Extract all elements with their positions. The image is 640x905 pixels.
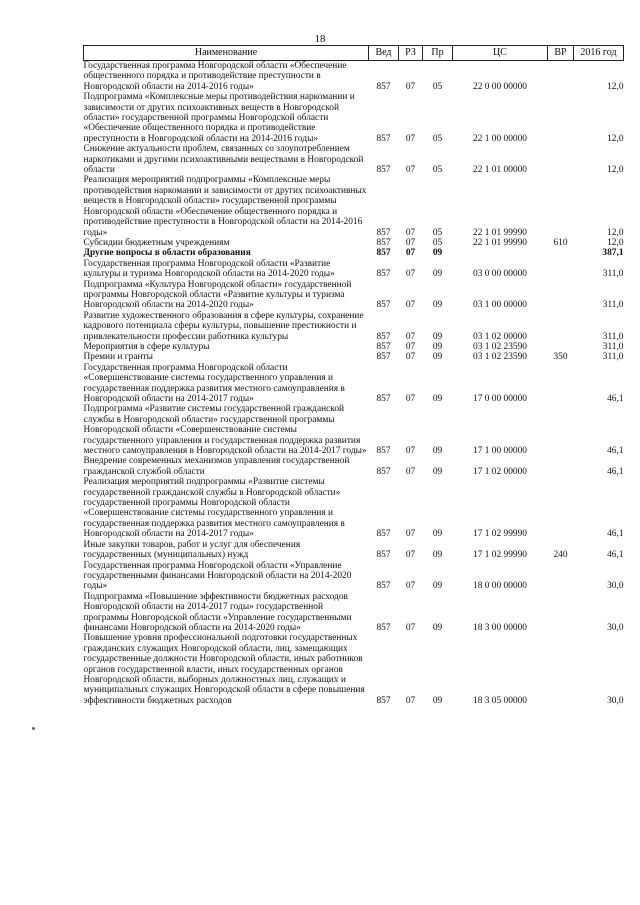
cell-vr bbox=[548, 144, 574, 175]
cell-cs: 17 1 02 00000 bbox=[473, 466, 527, 477]
table-row bbox=[84, 477, 624, 539]
cell-rz: 07 bbox=[405, 269, 416, 280]
cell-pr: 09 bbox=[432, 352, 443, 363]
cell-ved: 857 bbox=[376, 550, 391, 561]
cell-cs: 22 1 01 99990 bbox=[473, 227, 527, 238]
cell-rz: 07 bbox=[405, 227, 416, 238]
cell-cs: 17 0 00 00000 bbox=[473, 394, 527, 404]
cell-rz: 07 bbox=[405, 446, 416, 457]
cell-amount: 311,0 bbox=[602, 269, 624, 280]
cell-vr bbox=[548, 61, 574, 93]
cell-pr: 09 bbox=[432, 248, 443, 259]
cell-vr bbox=[548, 280, 574, 311]
cell-ved: 857 bbox=[376, 237, 391, 248]
cell-vr bbox=[548, 175, 574, 237]
table-row bbox=[84, 363, 624, 405]
table-row bbox=[84, 238, 624, 248]
cell-cs: 17 1 02 99990 bbox=[473, 529, 527, 540]
cell-name: Повышение уровня профессиональной подготовки государственных гражданских служащих Новгородской области, лиц, замещающих государственные должности Новгородской области, иных работников органов государственной власти, иных государственных органов Новгородской области, выборных должностных лиц, служащих и муниципальных служащих Новгородской области в сфере повышения эффективности бюджетных расходов bbox=[83, 633, 365, 706]
cell-pr: 05 bbox=[432, 165, 443, 176]
cell-cs: 17 1 00 00000 bbox=[473, 446, 527, 457]
cell-name: Государственная программа Новгородской области «Совершенствование системы государственного управления и государственная поддержка развития местного самоуправления в Новгородской области на 2014-2017 годы» bbox=[83, 362, 345, 404]
cell-amount: 311,0 bbox=[602, 300, 624, 311]
cell-name: Подпрограмма «Культура Новгородской области» государственной программы Новгородской области «Развитие культуры и туризма Новгородской области на 2014-2020 годы» bbox=[83, 279, 352, 311]
cell-rz: 07 bbox=[405, 394, 416, 404]
cell-name: Иные закупки товаров, работ и услуг для обеспечения государственных (муниципальных) нужд bbox=[83, 539, 301, 561]
table-row bbox=[84, 92, 624, 144]
cell-name: Реализация мероприятий подпрограммы «Развитие системы государственной гражданской службы в Новгородской области» государственной программы Новгородской области «Совершенствование системы государственного управления и государственная поддержка развития местного самоуправления в Новгородской области на 2014-2017 годы» bbox=[83, 477, 345, 540]
cell-rz: 07 bbox=[405, 550, 416, 561]
cell-pr: 09 bbox=[432, 394, 443, 404]
cell-cs: 22 1 01 00000 bbox=[473, 165, 527, 176]
table-row bbox=[84, 311, 624, 342]
cell-cs: 22 1 00 00000 bbox=[473, 133, 527, 144]
cell-pr: 09 bbox=[432, 695, 443, 706]
cell-cs: 03 1 00 00000 bbox=[473, 300, 527, 311]
cell-cs: 18 0 00 00000 bbox=[473, 581, 527, 592]
cell-name: Подпрограмма «Комплексные меры противодействия наркомании и зависимости от других психоактивных веществ в Новгородской области» государственной программы Новгородской области «Обеспечение общественного порядка и противодействие преступности в Новгородской области на 2014-2016 годы» bbox=[83, 92, 355, 144]
cell-cs: 03 1 02 23590 bbox=[473, 352, 527, 363]
cell-cs: 22 0 00 00000 bbox=[473, 81, 527, 92]
cell-rz: 07 bbox=[405, 165, 416, 176]
cell-rz: 07 bbox=[405, 341, 416, 352]
cell-vr bbox=[548, 477, 574, 539]
cell-amount: 12,0 bbox=[607, 165, 624, 176]
cell-pr: 09 bbox=[432, 466, 443, 477]
table-row bbox=[84, 280, 624, 311]
cell-name: Реализация мероприятий подпрограммы «Комплексные меры противодействия наркомании и зависимости от других психоактивных веществ в Новгородской области» государственной программы Новгородской области «Обеспечение общественного порядка и противодействие преступности в Новгородской области на 2014-2016 годы» bbox=[83, 175, 367, 238]
table-row bbox=[84, 61, 624, 93]
cell-amount: 46,1 bbox=[607, 466, 624, 477]
cell-vr bbox=[548, 259, 574, 280]
cell-pr: 09 bbox=[432, 581, 443, 592]
cell-ved: 857 bbox=[376, 529, 391, 540]
table-row bbox=[84, 342, 624, 352]
cell-rz: 07 bbox=[405, 529, 416, 540]
cell-cs: 22 1 01 99990 bbox=[473, 237, 527, 248]
table-row bbox=[84, 404, 624, 456]
cell-cs: 03 1 02 23590 bbox=[473, 341, 527, 352]
table-header-row bbox=[84, 46, 624, 61]
cell-name: Премии и гранты bbox=[83, 352, 153, 363]
page-number: 18 bbox=[314, 33, 326, 45]
cell-name: Мероприятия в сфере культуры bbox=[83, 341, 210, 352]
cell-rz: 07 bbox=[405, 237, 416, 248]
header-rz: РЗ bbox=[399, 46, 423, 61]
header-pr: Пр bbox=[423, 46, 453, 61]
cell-ved: 857 bbox=[376, 331, 391, 342]
cell-amount: 12,0 bbox=[607, 237, 624, 248]
cell-ved: 857 bbox=[376, 352, 391, 363]
cell-vr bbox=[548, 248, 574, 258]
table-row bbox=[84, 248, 624, 258]
cell-amount: 30,0 bbox=[607, 622, 624, 633]
cell-ved: 857 bbox=[376, 248, 391, 259]
cell-vr bbox=[548, 633, 574, 706]
cell-cs: 03 0 00 00000 bbox=[473, 269, 527, 280]
table-row bbox=[84, 540, 624, 561]
cell-ved: 857 bbox=[376, 466, 391, 477]
cell-rz: 07 bbox=[405, 248, 416, 259]
header-vr: ВР bbox=[548, 46, 574, 61]
cell-rz: 07 bbox=[405, 466, 416, 477]
cell-pr: 09 bbox=[432, 622, 443, 633]
cell-amount: 46,1 bbox=[607, 529, 624, 540]
cell-rz: 07 bbox=[405, 581, 416, 592]
cell-name: Подпрограмма «Развитие системы государственной гражданской службы в Новгородской области» государственной программы Новгородской области «Совершенствование системы государственного управления и государственная поддержка развития местного самоуправления в Новгородской области на 2014-2017 годы» bbox=[83, 404, 367, 457]
cell-amount: 46,1 bbox=[607, 394, 624, 404]
header-ved: Вед bbox=[369, 46, 399, 61]
cell-vr: 610 bbox=[553, 237, 568, 248]
cell-vr: 240 bbox=[553, 550, 568, 561]
cell-name: Развитие художественного образования в сфере культуры, сохранение кадрового потенциала сферы культуры, повышение престижности и привлекательности профессии работника культуры bbox=[83, 310, 364, 342]
cell-amount: 46,1 bbox=[607, 550, 624, 561]
cell-name: Внедрение современных механизмов управления государственной гражданской службой области bbox=[83, 456, 350, 477]
header-year: 2016 год bbox=[574, 46, 624, 61]
table-row bbox=[84, 592, 624, 634]
cell-vr bbox=[548, 363, 574, 405]
cell-ved: 857 bbox=[376, 695, 391, 706]
cell-amount: 311,0 bbox=[602, 352, 624, 363]
header-name: Наименование bbox=[84, 46, 369, 61]
cell-pr: 09 bbox=[432, 269, 443, 280]
cell-ved: 857 bbox=[376, 394, 391, 404]
cell-cs: 17 1 02 99990 bbox=[473, 550, 527, 561]
cell-pr: 09 bbox=[432, 446, 443, 457]
cell-amount: 311,0 bbox=[602, 341, 624, 352]
cell-amount: 30,0 bbox=[607, 581, 624, 592]
cell-amount: 30,0 bbox=[607, 695, 624, 706]
cell-amount: 46,1 bbox=[607, 446, 624, 457]
cell-rz: 07 bbox=[405, 300, 416, 311]
cell-pr: 05 bbox=[432, 133, 443, 144]
cell-cs: 03 1 02 00000 bbox=[473, 331, 527, 342]
table-row bbox=[84, 144, 624, 175]
cell-amount: 12,0 bbox=[607, 81, 624, 92]
cell-vr bbox=[548, 456, 574, 477]
cell-rz: 07 bbox=[405, 81, 416, 92]
cell-vr bbox=[548, 311, 574, 342]
cell-pr: 05 bbox=[432, 227, 443, 238]
cell-ved: 857 bbox=[376, 622, 391, 633]
cell-vr bbox=[548, 592, 574, 634]
cell-rz: 07 bbox=[405, 695, 416, 706]
table-body bbox=[84, 61, 624, 707]
cell-ved: 857 bbox=[376, 581, 391, 592]
table-row bbox=[84, 456, 624, 477]
cell-vr: 350 bbox=[553, 352, 568, 363]
cell-ved: 857 bbox=[376, 133, 391, 144]
table-row bbox=[84, 633, 624, 706]
cell-ved: 857 bbox=[376, 227, 391, 238]
cell-name: Снижение актуальности проблем, связанных со злоупотреблением наркотиками и другими психоактивными веществами в Новгородской области bbox=[83, 144, 364, 176]
cell-ved: 857 bbox=[376, 165, 391, 176]
table-row bbox=[84, 175, 624, 237]
table-row bbox=[84, 352, 624, 362]
cell-name: Субсидии бюджетным учреждениям bbox=[83, 237, 230, 248]
cell-pr: 05 bbox=[432, 81, 443, 92]
cell-pr: 09 bbox=[432, 300, 443, 311]
cell-vr bbox=[548, 404, 574, 456]
cell-pr: 09 bbox=[432, 529, 443, 540]
cell-name: Подпрограмма «Повышение эффективности бюджетных расходов Новгородской области на 2014-2017 годы» государственной программы Новгородской области «Управление государственными финансами Новгородской области на 2014-2020 годы» bbox=[83, 591, 352, 633]
cell-pr: 05 bbox=[432, 237, 443, 248]
cell-ved: 857 bbox=[376, 446, 391, 457]
cell-vr bbox=[548, 561, 574, 592]
cell-name: Государственная программа Новгородской области «Обеспечение общественного порядка и противодействие преступности в Новгородской области на 2014-2016 годы» bbox=[83, 61, 347, 92]
cell-rz: 07 bbox=[405, 622, 416, 633]
cell-pr: 09 bbox=[432, 550, 443, 561]
margin-mark bbox=[32, 727, 35, 730]
cell-pr: 09 bbox=[432, 341, 443, 352]
cell-name: Государственная программа Новгородской области «Развитие культуры и туризма Новгородской области на 2014-2020 годы» bbox=[83, 258, 335, 280]
table-row bbox=[84, 259, 624, 280]
cell-name: Другие вопросы в области образования bbox=[83, 248, 251, 259]
cell-vr bbox=[548, 92, 574, 144]
cell-name: Государственная программа Новгородской области «Управление государственными финансами Новгородской области на 2014-2020 годы» bbox=[83, 560, 352, 592]
cell-amount: 311,0 bbox=[602, 331, 624, 342]
cell-pr: 09 bbox=[432, 331, 443, 342]
cell-cs: 18 3 00 00000 bbox=[473, 622, 527, 633]
header-cs: ЦС bbox=[453, 46, 548, 61]
cell-rz: 07 bbox=[405, 352, 416, 363]
cell-rz: 07 bbox=[405, 331, 416, 342]
cell-amount: 12,0 bbox=[607, 133, 624, 144]
budget-table bbox=[83, 45, 624, 706]
cell-ved: 857 bbox=[376, 341, 391, 352]
cell-amount: 12,0 bbox=[607, 227, 624, 238]
cell-amount: 387,1 bbox=[602, 248, 624, 259]
cell-ved: 857 bbox=[376, 300, 391, 311]
cell-vr bbox=[548, 342, 574, 352]
cell-ved: 857 bbox=[376, 81, 391, 92]
cell-cs: 18 3 05 00000 bbox=[473, 695, 527, 706]
cell-ved: 857 bbox=[376, 269, 391, 280]
table-row bbox=[84, 561, 624, 592]
cell-rz: 07 bbox=[405, 133, 416, 144]
cell-cs bbox=[453, 248, 548, 258]
